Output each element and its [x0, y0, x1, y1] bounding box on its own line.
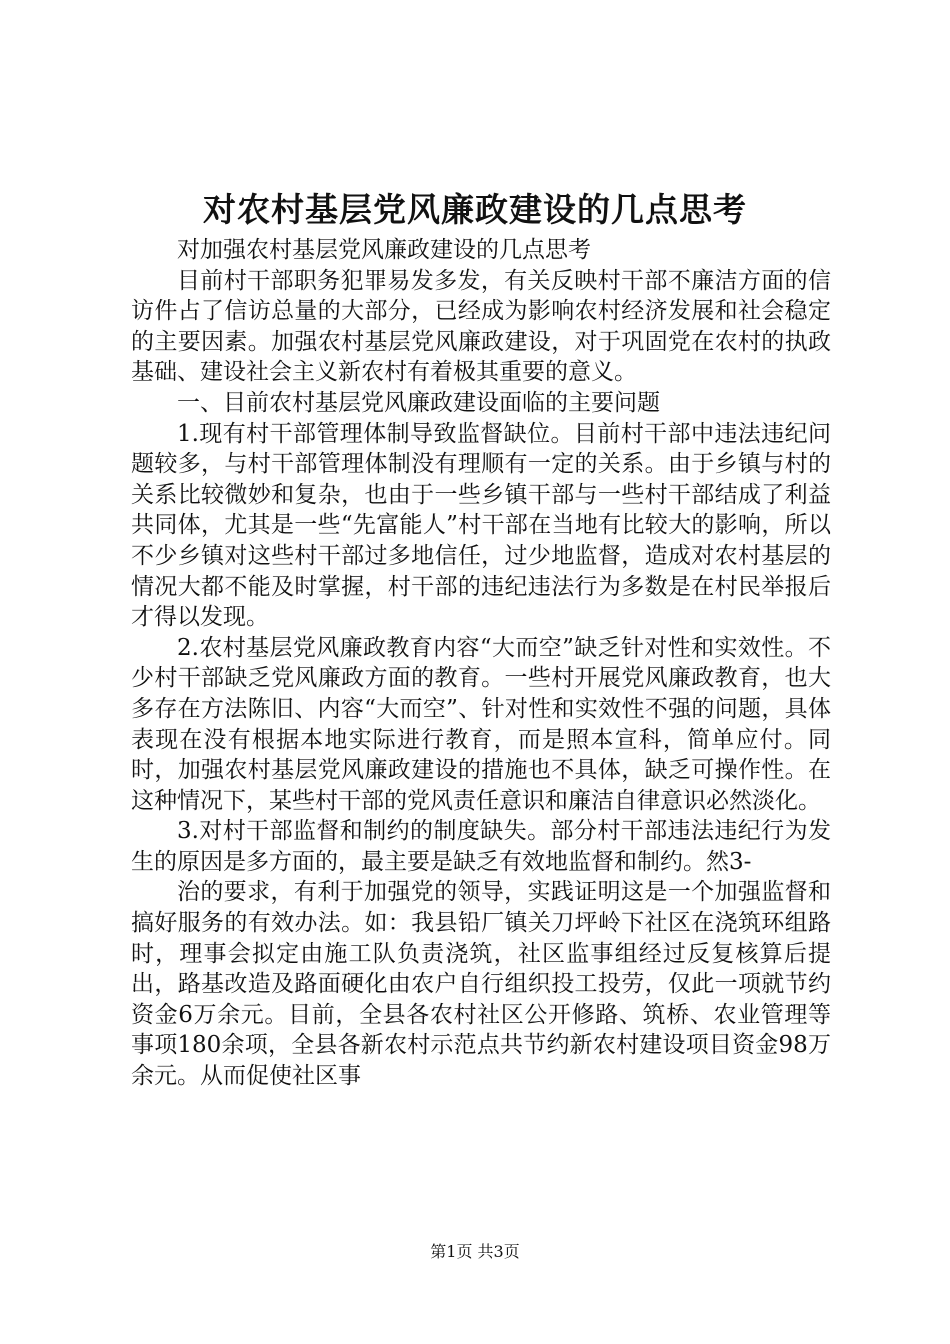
issue-paragraph-2: 2.农村基层党风廉政教育内容“大而空”缺乏针对性和实效性。不少村干部缺乏党风廉政方面的教育。一些村开展党风廉政教育，也大多存在方法陈旧、内容“大而空”、针对性和实效性不强的问题，具体表现在没有根据本地实际进行教育，而是照本宣科，简单应付。同时，加强农村基层党风廉政建设的措施也不具体，缺乏可操作性。在这种情况下，某些村干部的党风责任意识和廉洁自律意识必然淡化。 [131, 634, 831, 814]
issue-paragraph-3: 3.对村干部监督和制约的制度缺失。部分村干部违法违纪行为发生的原因是多方面的，最主要是缺乏有效地监督和制约。然3- [131, 818, 831, 875]
section-heading: 一、目前农村基层党风廉政建设面临的主要问题 [177, 389, 660, 416]
document-subtitle: 对加强农村基层党风廉政建设的几点思考 [177, 237, 591, 263]
document-title: 对农村基层党风廉政建设的几点思考 [203, 190, 747, 229]
intro-paragraph: 目前村干部职务犯罪易发多发，有关反映村干部不廉洁方面的信访件占了信访总量的大部分，已经成为影响农村经济发展和社会稳定的主要因素。加强农村基层党风廉政建设，对于巩固党在农村的执政基础、建设社会主义新农村有着极其重要的意义。 [131, 267, 831, 386]
document-body [131, 235, 831, 1092]
issue-paragraph-1: 1.现有村干部管理体制导致监督缺位。目前村干部中违法违纪问题较多，与村干部管理体制没有理顺有一定的关系。由于乡镇与村的关系比较微妙和复杂，也由于一些乡镇干部与一些村干部结成了利益共同体，尤其是一些“先富能人”村干部在当地有比较大的影响，所以不少乡镇对这些村干部过多地信任，过少地监督，造成对农村基层的情况大都不能及时掌握，村干部的违纪违法行为多数是在村民举报后才得以发现。 [131, 420, 831, 631]
page-footer: 第1页 共3页 [430, 1242, 520, 1261]
continuation-paragraph: 治的要求，有利于加强党的领导，实践证明这是一个加强监督和搞好服务的有效办法。如：我县铅厂镇关刀坪岭下社区在浇筑环组路时，理事会拟定由施工队负责浇筑，社区监事组经过反复核算后提出，路基改造及路面硬化由农户自行组织投工投劳，仅此一项就节约资金6万余元。目前，全县各农村社区公开修路、筑桥、农业管理等事项180余项，全县各新农村示范点共节约新农村建设项目资金98万余元。从而促使社区事 [131, 879, 831, 1090]
